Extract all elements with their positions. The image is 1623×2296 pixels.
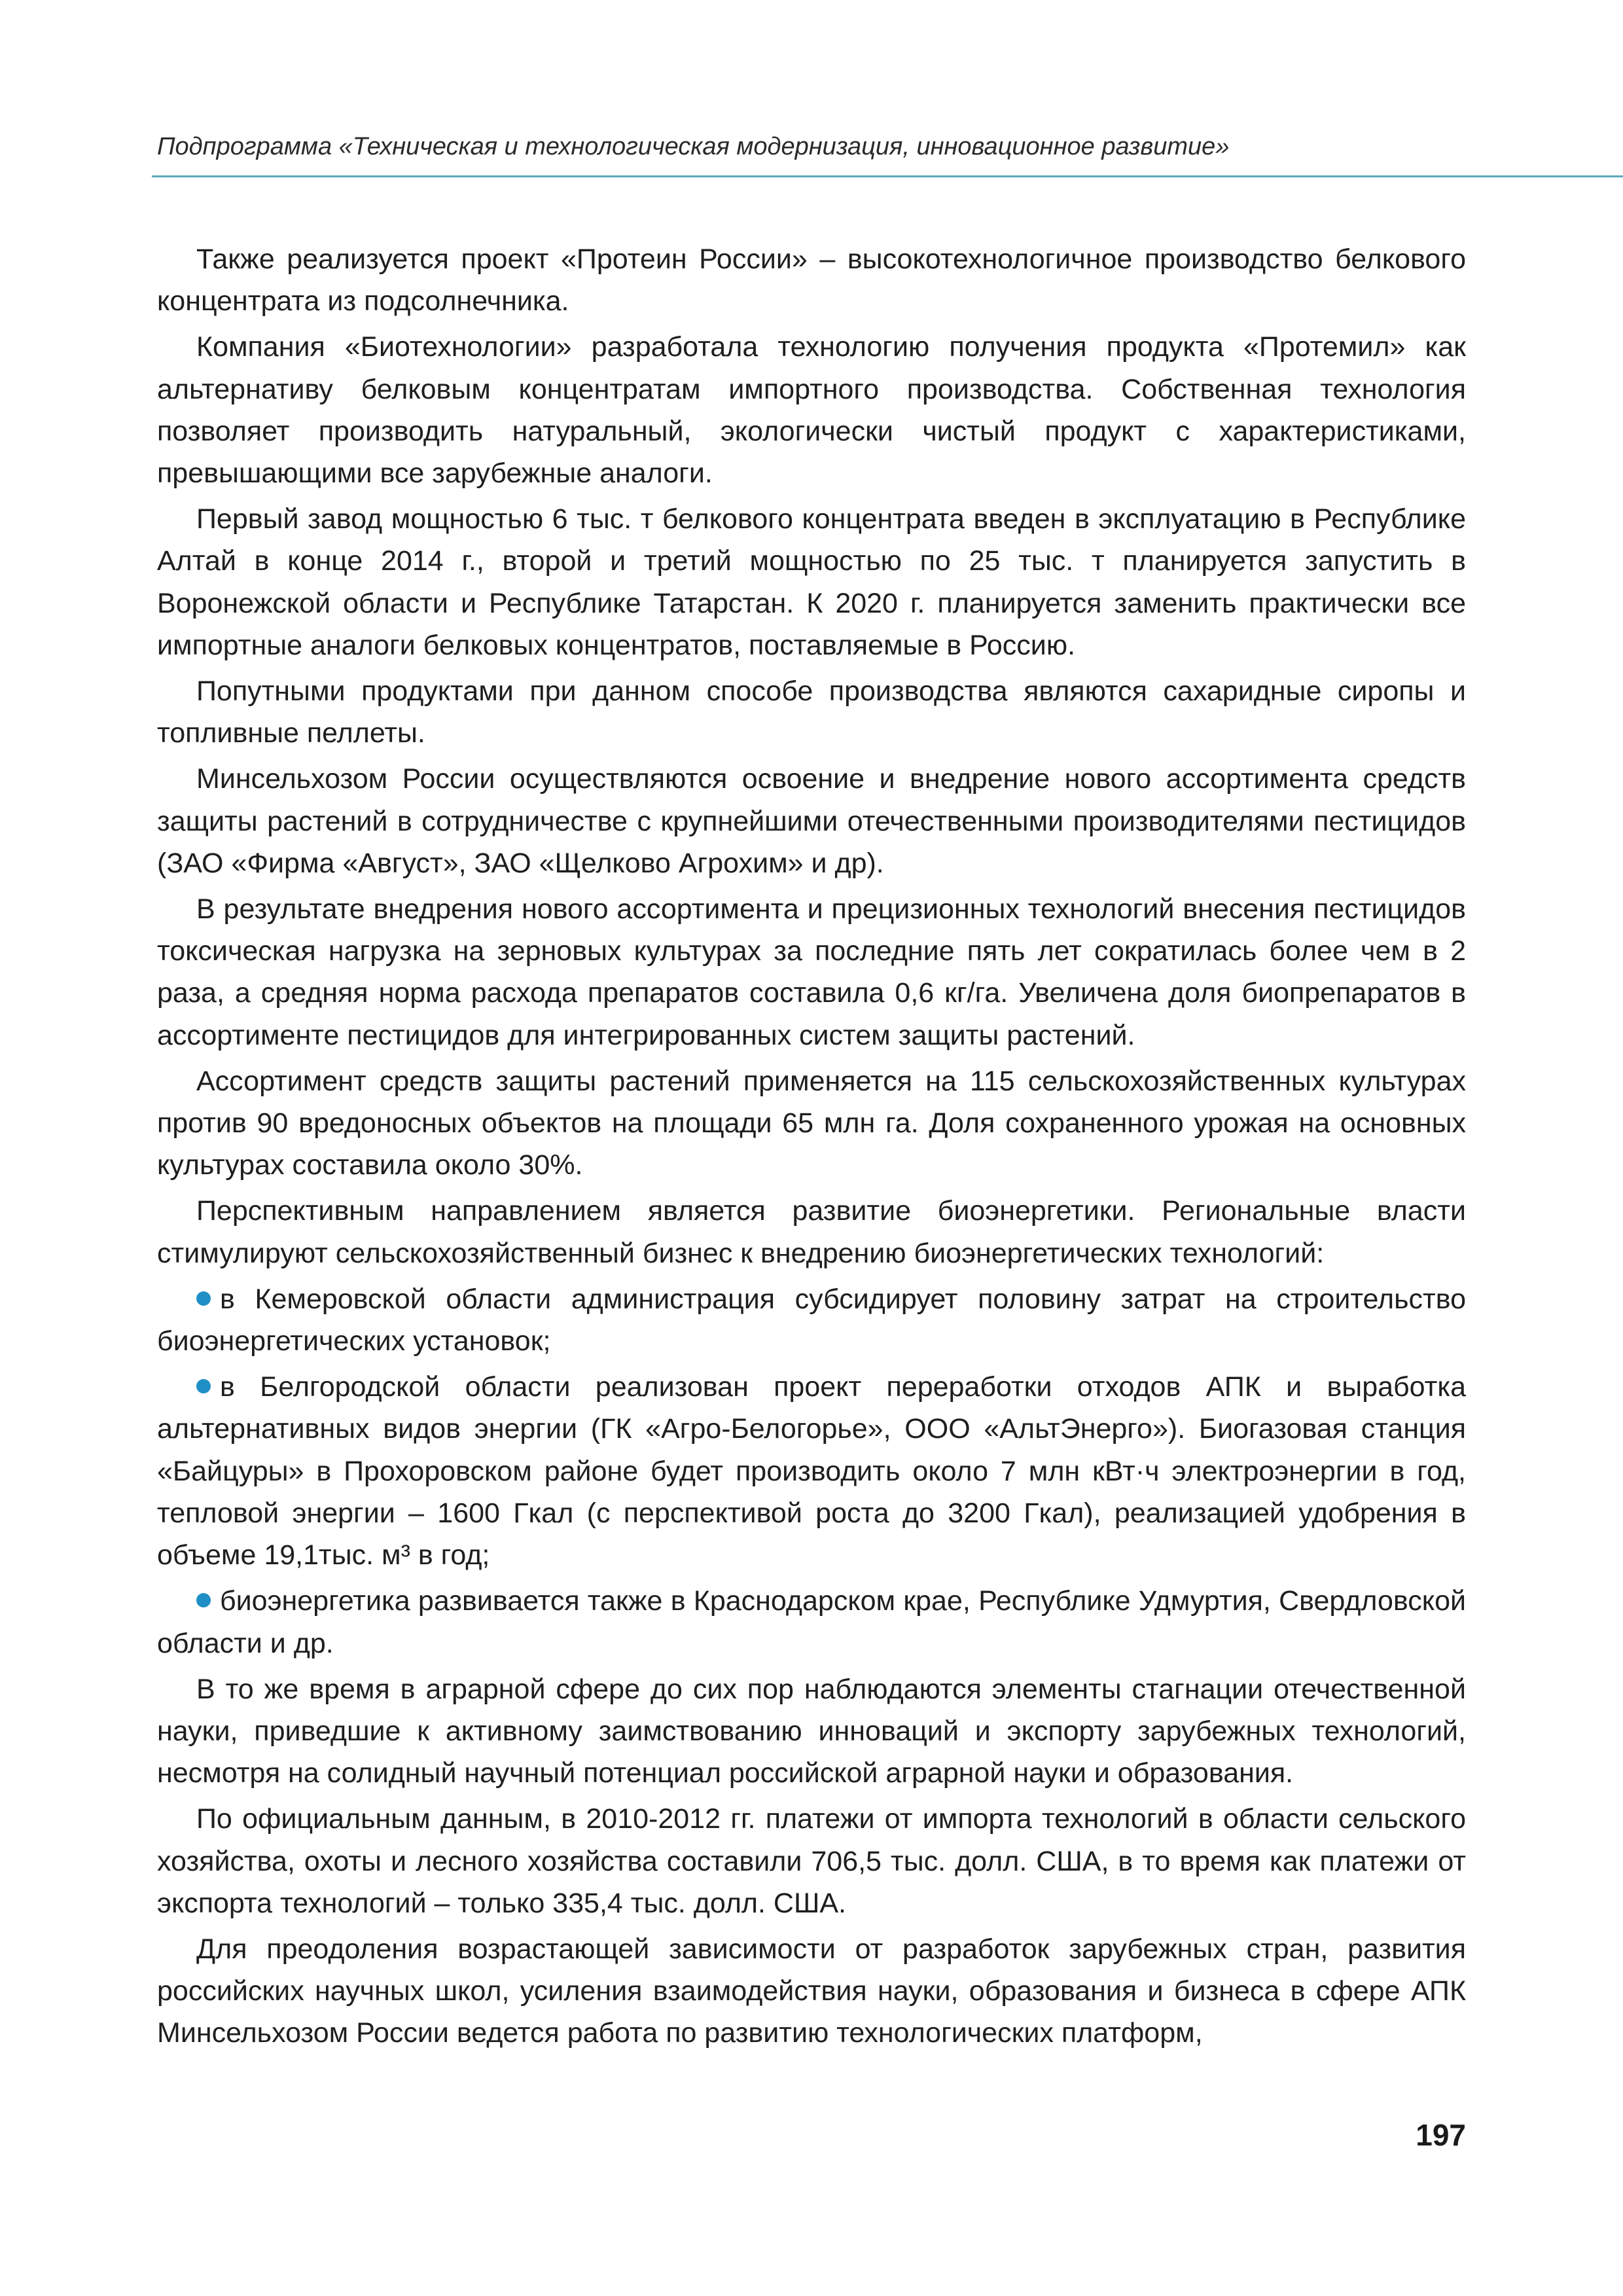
bullet-text: в Кемеровской области администрация субсидирует половину затрат на строительство биоэнергетических установок; xyxy=(157,1283,1466,1357)
bullet-text: биоэнергетика развивается также в Краснодарском крае, Республике Удмуртия, Свердловской области и др. xyxy=(157,1585,1466,1659)
bullet-item xyxy=(157,1278,1466,1362)
bullet-icon xyxy=(196,1593,211,1607)
header-rule xyxy=(152,175,1623,177)
paragraph: Минсельхозом России осуществляются освоение и внедрение нового ассортимента средств защиты растений в сотрудничестве с крупнейшими отечественными производителями пестицидов (ЗАО «Фирма «Август», ЗАО «Щелково Агрохим» и др). xyxy=(157,763,1466,879)
paragraph: По официальным данным, в 2010-2012 гг. платежи от импорта технологий в области сельского хозяйства, охоты и лесного хозяйства составили 706,5 тыс. долл. США, в то время как платежи от экспорта технологий – только 335,4 тыс. долл. США. xyxy=(157,1803,1466,1919)
bullet-icon xyxy=(196,1379,211,1393)
bullet-text: в Белгородской области реализован проект переработки отходов АПК и выработка альтернативных видов энергии (ГК «Агро-Белогорье», ООО «АльтЭнерго»). Биогазовая станция «Байцуры» в Прохоровском районе будет производить около 7 млн кВт·ч электроэнергии в год, тепловой энергии – 1600 Гкал (с перспективой роста до 3200 Гкал), реализацией удобрения в объеме 19,1тыс. м³ в год; xyxy=(157,1371,1466,1571)
body-text xyxy=(157,238,1466,2058)
paragraph: Ассортимент средств защиты растений применяется на 115 сельскохозяйственных культурах против 90 вредоносных объектов на площади 65 млн га. Доля сохраненного урожая на основных культурах составила около 30%. xyxy=(157,1065,1466,1181)
running-header: Подпрограмма «Техническая и технологическая модернизация, инновационное развитие» xyxy=(157,133,1230,160)
paragraph: Попутными продуктами при данном способе производства являются сахаридные сиропы и топливные пеллеты. xyxy=(157,675,1466,749)
bullet-item xyxy=(157,1580,1466,1664)
paragraph: Первый завод мощностью 6 тыс. т белкового концентрата введен в эксплуатацию в Республике Алтай в конце 2014 г., второй и третий мощностью по 25 тыс. т планируется запустить в Воронежской области и Республике Татарстан. К 2020 г. планируется заменить практически все импортные аналоги белковых концентратов, поставляемые в Россию. xyxy=(157,503,1466,661)
paragraph: В результате внедрения нового ассортимента и прецизионных технологий внесения пестицидов токсическая нагрузка на зерновых культурах за последние пять лет сократилась более чем в 2 раза, а средняя норма расхода препаратов составила 0,6 кг/га. Увеличена доля биопрепаратов в ассортименте пестицидов для интегрированных систем защиты растений. xyxy=(157,893,1466,1051)
paragraph: Перспективным направлением является развитие биоэнергетики. Региональные власти стимулируют сельскохозяйственный бизнес к внедрению биоэнергетических технологий: xyxy=(157,1195,1466,1269)
paragraph: Также реализуется проект «Протеин России» – высокотехнологичное производство белкового концентрата из подсолнечника. xyxy=(157,243,1466,317)
bullet-item xyxy=(157,1366,1466,1576)
paragraph: В то же время в аграрной сфере до сих пор наблюдаются элементы стагнации отечественной науки, приведшие к активному заимствованию инноваций и экспорту зарубежных технологий, несмотря на солидный научный потенциал российской аграрной науки и образования. xyxy=(157,1673,1466,1789)
bullet-icon xyxy=(196,1291,211,1306)
paragraph: Для преодоления возрастающей зависимости от разработок зарубежных стран, развития российских научных школ, усиления взаимодействия науки, образования и бизнеса в сфере АПК Минсельхозом России ведется работа по развитию технологических платформ, xyxy=(157,1933,1466,2049)
page-number: 197 xyxy=(1416,2118,1466,2152)
paragraph: Компания «Биотехнологии» разработала технологию получения продукта «Протемил» как альтернативу белковым концентратам импортного производства. Собственная технология позволяет производить натуральный, экологически чистый продукт с характеристиками, превышающими все зарубежные аналоги. xyxy=(157,331,1466,490)
